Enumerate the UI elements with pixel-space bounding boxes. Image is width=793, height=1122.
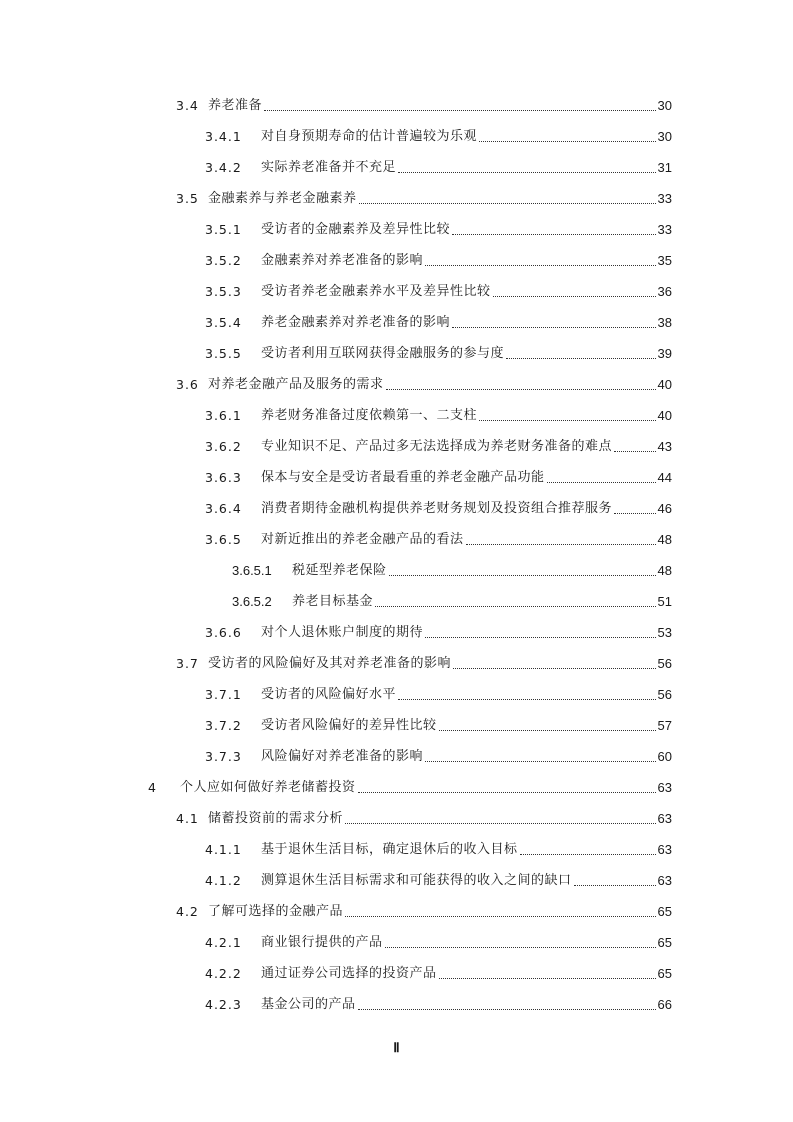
toc-entry-number: 3.5.1 [205, 222, 242, 237]
toc-leader-dots [439, 730, 656, 731]
toc-entry-page: 57 [657, 718, 672, 733]
toc-entry-title: 风险偏好对养老准备的影响 [261, 749, 424, 764]
toc-leader-dots [425, 761, 656, 762]
toc-leader-dots [547, 482, 656, 483]
toc-entry-title: 对自身预期寿命的估计普遍较为乐观 [261, 129, 478, 144]
toc-entry-title: 受访者的金融素养及差异性比较 [261, 222, 451, 237]
toc-entry-page: 36 [657, 284, 672, 299]
toc-entry-number: 3.6.4 [205, 501, 242, 516]
toc-entry-number: 3.6 [176, 377, 199, 392]
toc-entry-number: 4.2.1 [205, 935, 242, 950]
toc-entry-number: 3.5.5 [205, 346, 242, 361]
toc-entry-title: 养老财务准备过度依赖第一、二支柱 [261, 408, 478, 423]
toc-entry-number: 4.2.3 [205, 997, 242, 1012]
toc-entry-page: 40 [657, 377, 672, 392]
toc-entry-page: 63 [657, 842, 672, 857]
toc-entry-number: 3.6.1 [205, 408, 242, 423]
toc-entry[interactable] [176, 805, 672, 827]
toc-entry[interactable] [176, 650, 672, 672]
toc-entry-number: 3.4 [176, 98, 199, 113]
toc-entry[interactable] [205, 433, 672, 455]
toc-leader-dots [614, 451, 656, 452]
toc-entry-title: 养老目标基金 [292, 594, 374, 609]
toc-entry[interactable] [176, 185, 672, 207]
toc-entry-page: 30 [657, 98, 672, 113]
toc-entry[interactable] [205, 278, 672, 300]
toc-entry[interactable] [205, 526, 672, 548]
toc-entry-number: 4.2 [176, 904, 199, 919]
toc-entry-title: 受访者的风险偏好水平 [261, 687, 397, 702]
toc-entry[interactable] [205, 495, 672, 517]
toc-leader-dots [453, 668, 656, 669]
toc-entry-title: 受访者养老金融素养水平及差异性比较 [261, 284, 491, 299]
toc-entry-number: 3.7.3 [205, 749, 242, 764]
toc-entry-number: 3.6.5.1 [232, 563, 272, 578]
toc-entry-title: 金融素养与养老金融素养 [208, 191, 357, 206]
toc-entry-page: 35 [657, 253, 672, 268]
toc-entry[interactable] [205, 247, 672, 269]
toc-leader-dots [385, 947, 656, 948]
toc-entry[interactable] [205, 991, 672, 1013]
toc-entry-title: 基金公司的产品 [261, 997, 356, 1012]
toc-entry-page: 38 [657, 315, 672, 330]
toc-entry-page: 51 [657, 594, 672, 609]
toc-entry-title: 了解可选择的金融产品 [208, 904, 344, 919]
toc-entry-page: 43 [657, 439, 672, 454]
toc-entry-number: 3.5.3 [205, 284, 242, 299]
toc-entry-number: 3.7 [176, 656, 199, 671]
toc-leader-dots [520, 854, 656, 855]
toc-entry-page: 33 [657, 222, 672, 237]
toc-entry-page: 48 [657, 532, 672, 547]
toc-leader-dots [439, 978, 656, 979]
toc-leader-dots [358, 792, 656, 793]
toc-leader-dots [425, 265, 656, 266]
toc-entry-number: 3.4.1 [205, 129, 242, 144]
toc-entry-number: 3.6.2 [205, 439, 242, 454]
page-number: Ⅱ [393, 1040, 400, 1055]
toc-entry-page: 66 [657, 997, 672, 1012]
toc-entry-title: 受访者利用互联网获得金融服务的参与度 [261, 346, 505, 361]
toc-entry-page: 53 [657, 625, 672, 640]
toc-entry-title: 税延型养老保险 [292, 563, 387, 578]
toc-leader-dots [479, 141, 656, 142]
toc-leader-dots [398, 172, 656, 173]
toc-entry-title: 专业知识不足、产品过多无法选择成为养老财务准备的难点 [261, 439, 613, 454]
toc-entry-number: 3.6.6 [205, 625, 242, 640]
toc-entry-title: 储蓄投资前的需求分析 [208, 811, 344, 826]
toc-entry-number: 4.1 [176, 811, 199, 826]
toc-entry-number: 3.5 [176, 191, 199, 206]
toc-entry[interactable] [205, 154, 672, 176]
toc-entry-page: 31 [657, 160, 672, 175]
toc-entry-number: 3.5.4 [205, 315, 242, 330]
toc-entry-page: 63 [657, 780, 672, 795]
toc-leader-dots [506, 358, 656, 359]
toc-entry[interactable] [205, 743, 672, 765]
toc-entry-page: 65 [657, 935, 672, 950]
toc-entry-page: 33 [657, 191, 672, 206]
toc-entry-page: 65 [657, 904, 672, 919]
toc-entry-title: 测算退休生活目标需求和可能获得的收入之间的缺口 [261, 873, 572, 888]
toc-leader-dots [398, 699, 656, 700]
toc-entry-number: 3.5.2 [205, 253, 242, 268]
toc-entry[interactable] [176, 92, 672, 114]
toc-entry-page: 60 [657, 749, 672, 764]
toc-entry-number: 4.1.2 [205, 873, 242, 888]
toc-entry-number: 3.4.2 [205, 160, 242, 175]
toc-leader-dots [389, 575, 656, 576]
toc-entry-title: 对养老金融产品及服务的需求 [208, 377, 384, 392]
toc-entry[interactable] [205, 867, 672, 889]
toc-leader-dots [359, 203, 656, 204]
toc-entry[interactable] [205, 929, 672, 951]
toc-entry-title: 商业银行提供的产品 [261, 935, 383, 950]
toc-entry-page: 39 [657, 346, 672, 361]
toc-entry-title: 养老准备 [208, 98, 263, 113]
toc-entry[interactable] [232, 588, 672, 610]
toc-leader-dots [466, 544, 656, 545]
toc-leader-dots [574, 885, 656, 886]
toc-entry-title: 个人应如何做好养老储蓄投资 [180, 780, 356, 795]
toc-entry-title: 基于退休生活目标，确定退休后的收入目标 [261, 842, 518, 857]
toc-leader-dots [358, 1009, 656, 1010]
toc-entry-page: 40 [657, 408, 672, 423]
toc-entry[interactable] [205, 464, 672, 486]
toc-entry-number: 4 [148, 780, 157, 795]
toc-entry-title: 对新近推出的养老金融产品的看法 [261, 532, 464, 547]
toc-leader-dots [479, 420, 656, 421]
toc-entry[interactable] [176, 371, 672, 393]
toc-entry-title: 受访者的风险偏好及其对养老准备的影响 [208, 656, 452, 671]
toc-entry[interactable] [205, 960, 672, 982]
toc-entry-number: 3.6.5 [205, 532, 242, 547]
toc-entry[interactable] [205, 216, 672, 238]
toc-leader-dots [614, 513, 656, 514]
toc-leader-dots [264, 110, 656, 111]
toc-leader-dots [386, 389, 656, 390]
toc-leader-dots [493, 296, 656, 297]
toc-entry-page: 44 [657, 470, 672, 485]
toc-entry-title: 保本与安全是受访者最看重的养老金融产品功能 [261, 470, 545, 485]
toc-entry-title: 养老金融素养对养老准备的影响 [261, 315, 451, 330]
toc-entry[interactable] [205, 123, 672, 145]
toc-entry[interactable] [205, 402, 672, 424]
toc-entry-title: 对个人退休账户制度的期待 [261, 625, 424, 640]
toc-entry[interactable] [205, 681, 672, 703]
toc-entry-title: 受访者风险偏好的差异性比较 [261, 718, 437, 733]
toc-entry-title: 消费者期待金融机构提供养老财务规划及投资组合推荐服务 [261, 501, 613, 516]
toc-entry-number: 4.2.2 [205, 966, 242, 981]
toc-leader-dots [345, 823, 656, 824]
toc-leader-dots [425, 637, 656, 638]
toc-entry[interactable] [176, 898, 672, 920]
toc-leader-dots [452, 234, 656, 235]
toc-entry-number: 3.7.1 [205, 687, 242, 702]
toc-entry-page: 56 [657, 656, 672, 671]
toc-entry-number: 3.6.3 [205, 470, 242, 485]
toc-entry-title: 通过证券公司选择的投资产品 [261, 966, 437, 981]
toc-entry[interactable] [205, 712, 672, 734]
toc-entry[interactable] [205, 836, 672, 858]
toc-entry-title: 实际养老准备并不充足 [261, 160, 397, 175]
toc-entry-page: 63 [657, 811, 672, 826]
toc-entry[interactable] [205, 619, 672, 641]
toc-entry-number: 3.7.2 [205, 718, 242, 733]
toc-entry-number: 4.1.1 [205, 842, 242, 857]
toc-entry[interactable] [205, 309, 672, 331]
toc-entry-page: 56 [657, 687, 672, 702]
toc-entry-page: 63 [657, 873, 672, 888]
toc-entry-page: 46 [657, 501, 672, 516]
toc-entry[interactable] [205, 340, 672, 362]
toc-entry-number: 3.6.5.2 [232, 594, 272, 609]
toc-leader-dots [375, 606, 656, 607]
toc-entry-page: 65 [657, 966, 672, 981]
toc-leader-dots [452, 327, 656, 328]
toc-entry-title: 金融素养对养老准备的影响 [261, 253, 424, 268]
toc-entry-page: 48 [657, 563, 672, 578]
toc-entry[interactable] [232, 557, 672, 579]
toc-leader-dots [345, 916, 656, 917]
toc-entry[interactable] [148, 774, 672, 796]
toc-entry-page: 30 [657, 129, 672, 144]
